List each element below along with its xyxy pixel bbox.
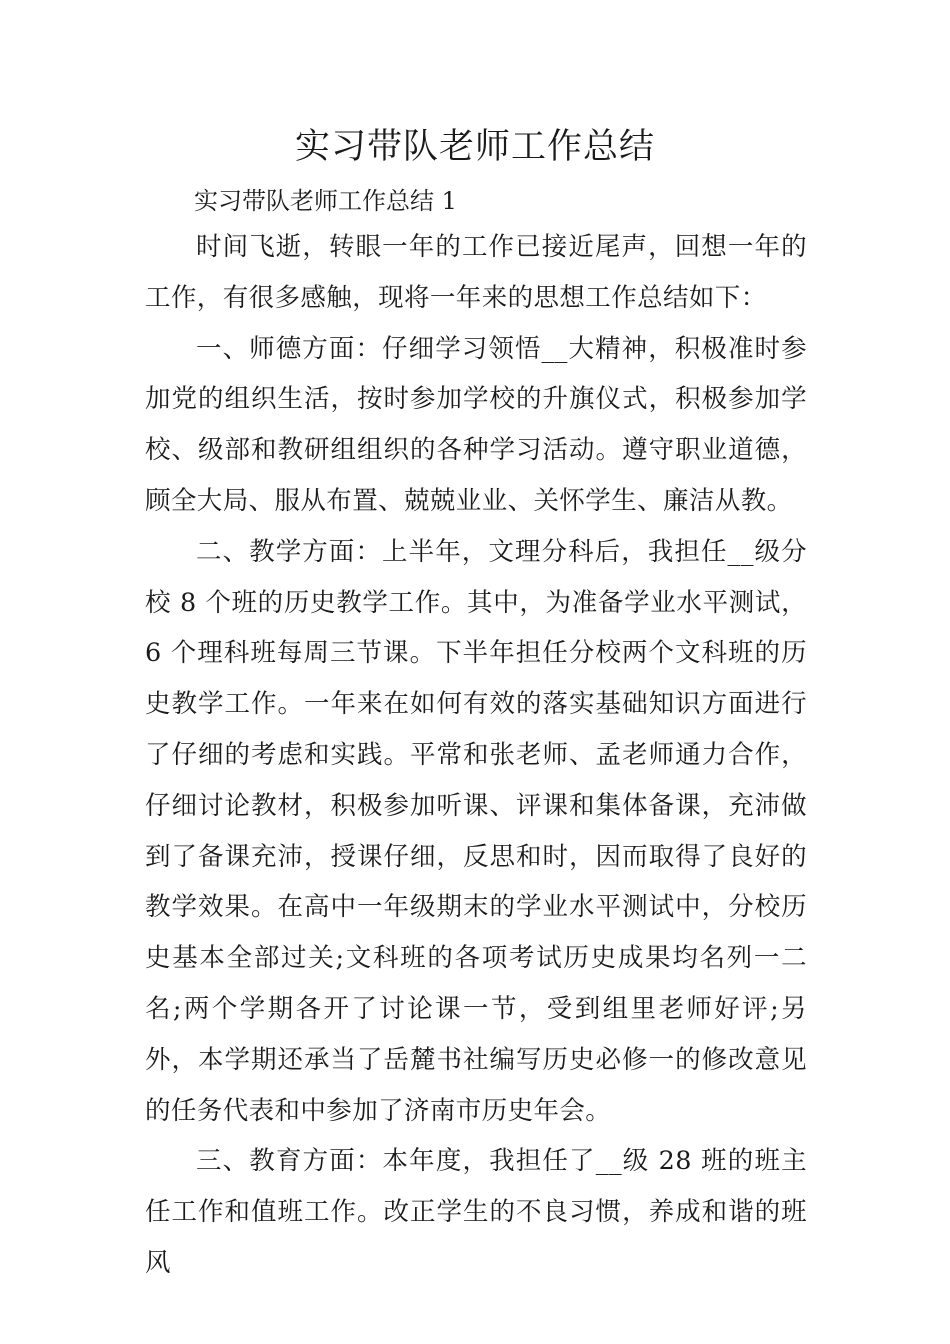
paragraph-teaching: 二、教学方面：上半年，文理分科后，我担任__级分校 8 个班的历史教学工作。其中，为准备学业水平测试，6 个理科班每周三节课。下半年担任分校两个文科班的历史教学工作。一年来在如何有效的落实基础知识方面进行了仔细的考虑和实践。平常和张老师、孟老师通力合作，仔细讨论教材，积极参加听课、评课和集体备课，充沛做到了备课充沛，授课仔细，反思和时，因而取得了良好的教学效果。在高中一年级期末的学业水平测试中，分校历史基本全部过关;文科班的各项考试历史成果均名列一二名;两个学期各开了讨论课一节，受到组里老师好评;另外，本学期还承当了岳麓书社编写历史必修一的修改意见的任务代表和中参加了济南市历史年会。 bbox=[145, 536, 807, 1126]
document-title: 实习带队老师工作总结 bbox=[294, 127, 655, 167]
paragraph-ethics: 一、师德方面：仔细学习领悟__大精神，积极准时参加党的组织生活，按时参加学校的升旗仪式，积极参加学校、级部和教研组组织的各种学习活动。遵守职业道德，顾全大局、服从布置、兢兢业业、关怀学生、廉洁从教。 bbox=[145, 333, 807, 516]
paragraph-intro: 时间飞逝，转眼一年的工作已接近尾声，回想一年的工作，有很多感触，现将一年来的思想工作总结如下： bbox=[145, 232, 807, 313]
document-body bbox=[145, 222, 807, 1289]
paragraph-education: 三、教育方面：本年度，我担任了__级 28 班的班主任工作和值班工作。改正学生的不良习惯，养成和谐的班风 bbox=[145, 1146, 807, 1278]
document-subtitle: 实习带队老师工作总结 1 bbox=[194, 187, 457, 215]
